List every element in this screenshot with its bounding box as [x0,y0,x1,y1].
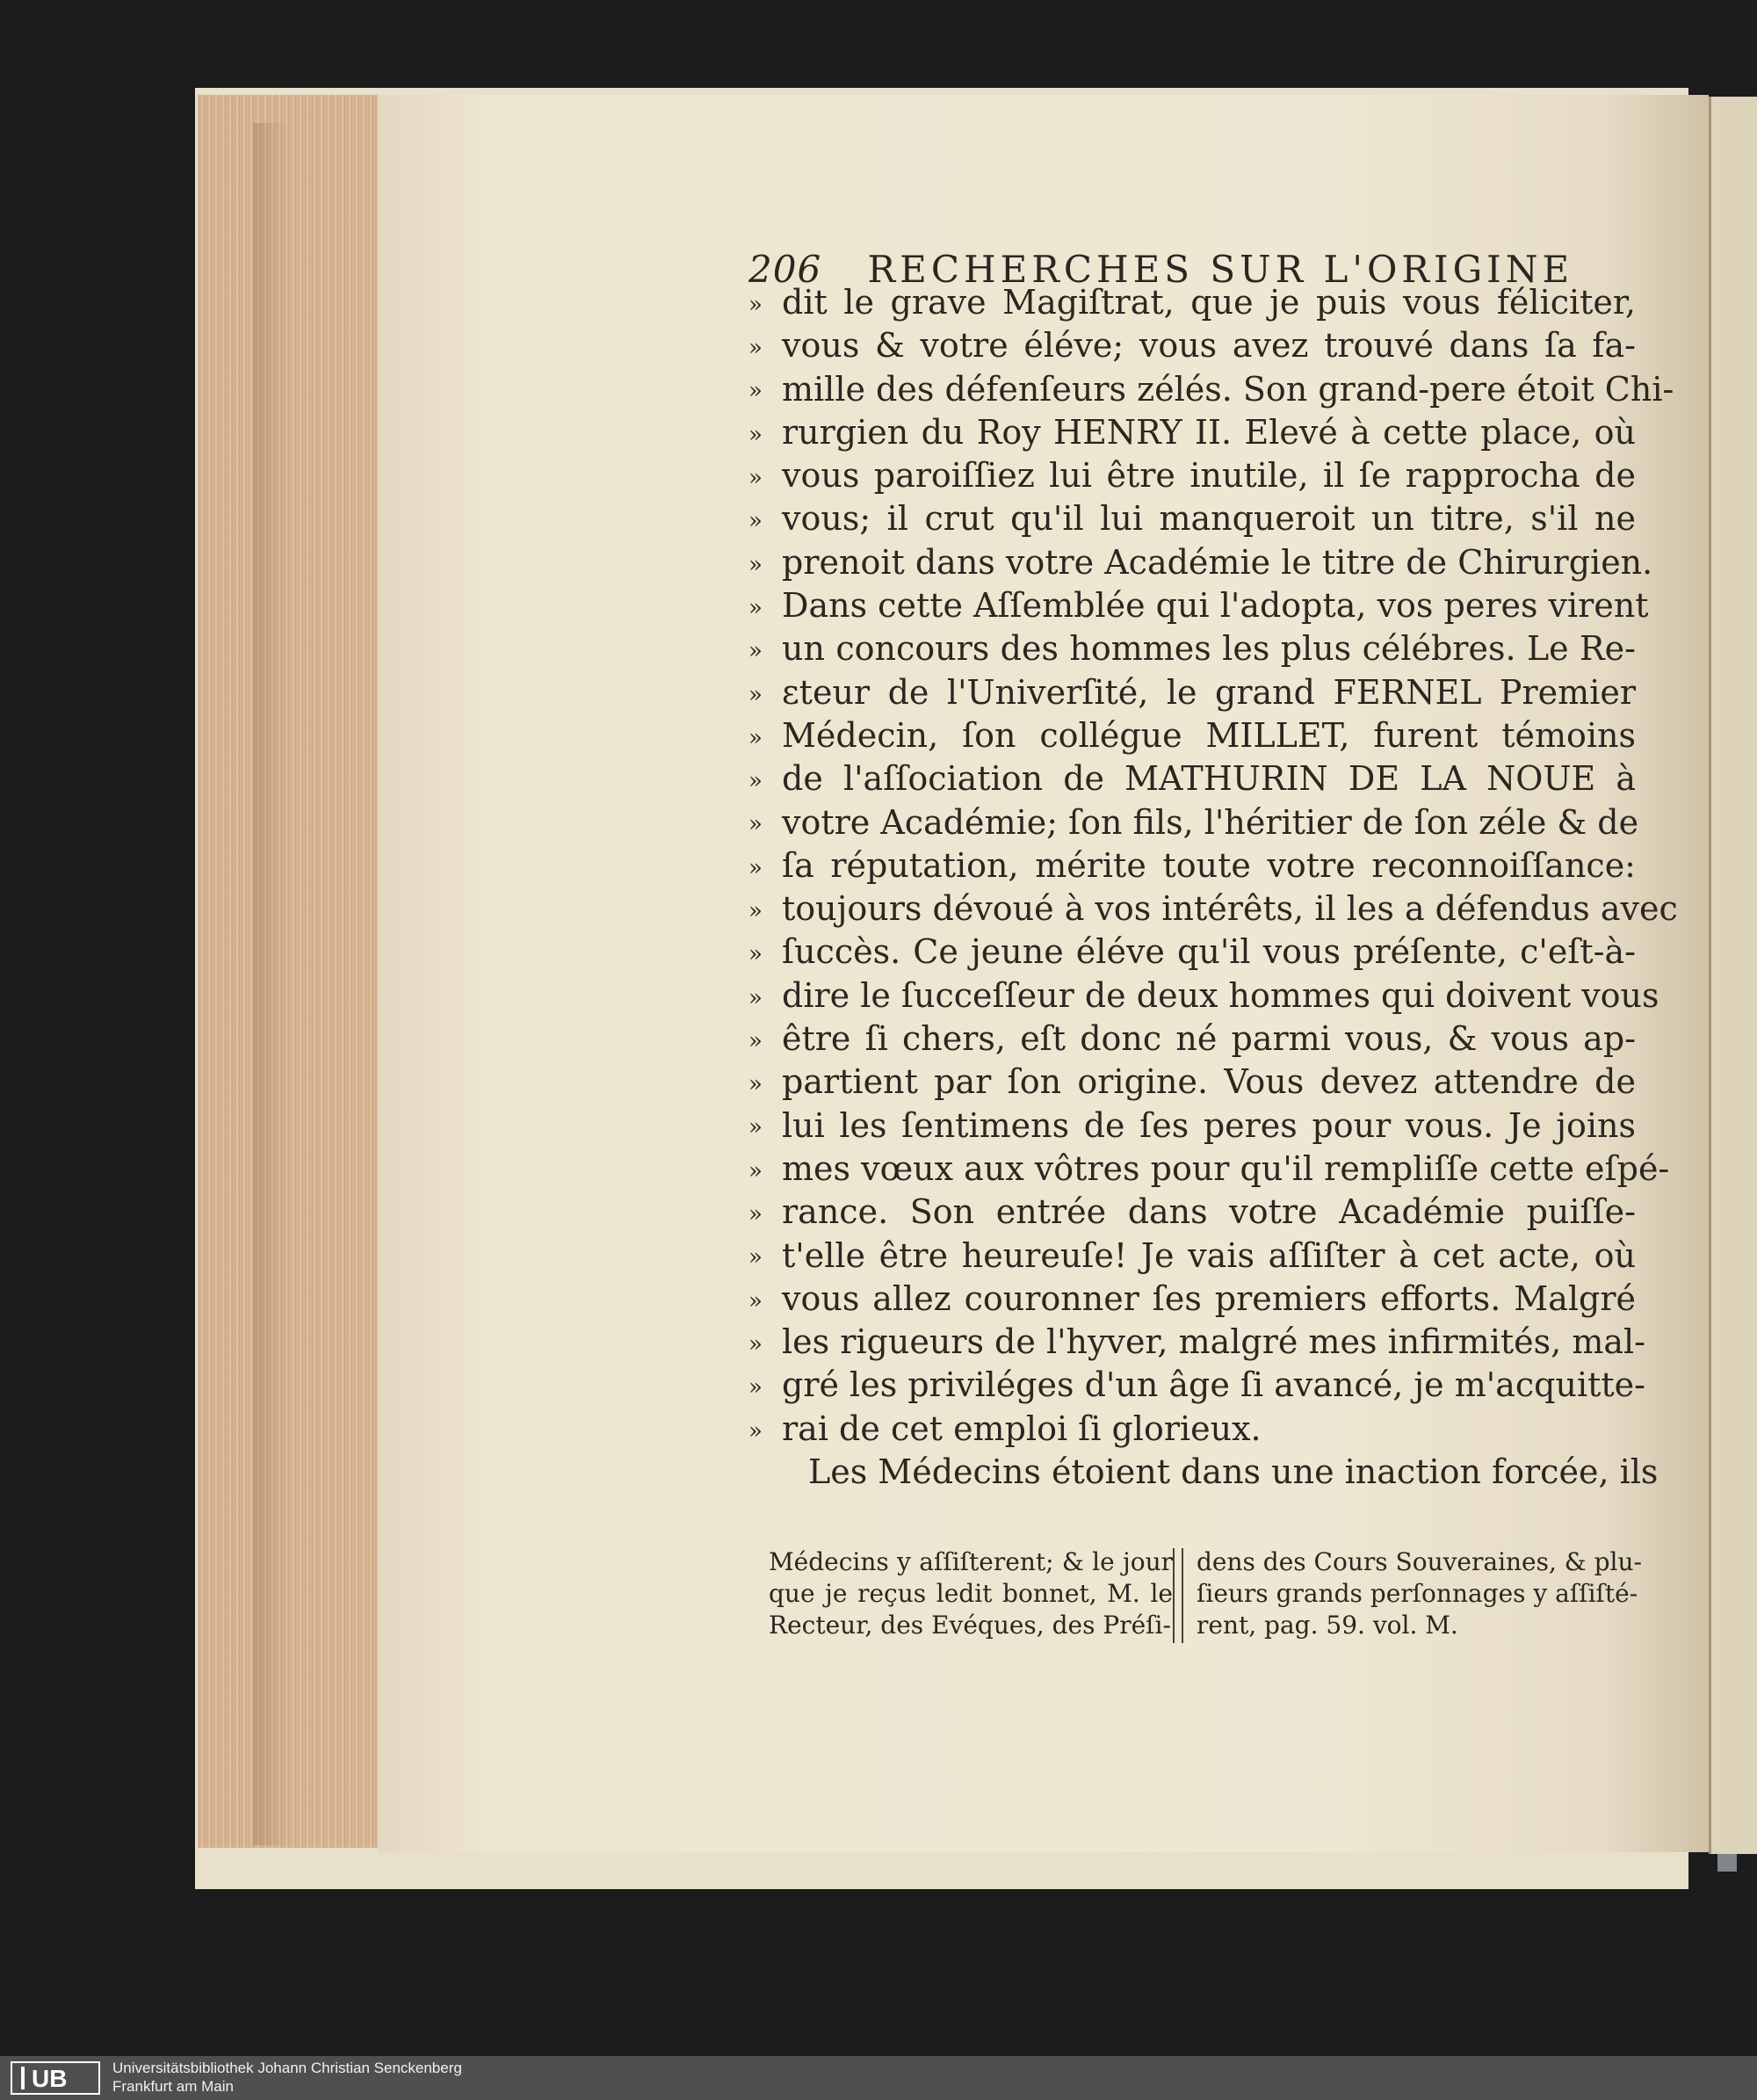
text-line [748,368,1674,411]
line-text: ɛteur de l'Univerſité, le grand FERNEL Premier [782,672,1636,712]
line-text: Médecin, ſon collégue MILLET, furent témoins [782,715,1636,755]
text-line [748,1235,1636,1278]
footnote-line: dens des Cours Souveraines, & plu- [1197,1547,1642,1576]
line-text: de l'aſſociation de MATHURIN DE LA NOUE à [782,759,1636,799]
paragraph-line: Les Médecins étoient dans une inaction forcée, ils [808,1452,1659,1492]
quote-mark: » [748,1287,763,1314]
line-text: mes vœux aux vôtres pour qu'il rempliſſe cette eſpé- [782,1148,1670,1188]
page-fore-edge [198,95,380,1848]
quote-mark: » [748,508,763,535]
line-text: mille des défenſeurs zélés. Son grand-pere étoit Chi- [782,369,1674,409]
line-text: prenoit dans votre Académie le titre de Chirurgien. [782,542,1653,582]
quote-mark: » [748,898,763,924]
quote-mark: » [748,681,763,708]
line-text: Dans cette Aſſemblée qui l'adopta, vos peres virent [782,586,1649,626]
text-line [748,844,1636,887]
text-line [748,887,1678,931]
quote-mark: » [748,1330,763,1358]
text-line [748,1278,1636,1321]
quote-mark: » [748,724,763,751]
line-text: vous allez couronner ſes premiers efforts. Malgré [782,1278,1636,1318]
line-text: être ſi chers, eſt donc né parmi vous, & vous ap- [782,1019,1636,1059]
quote-mark: » [748,594,763,621]
logo-bar [21,2067,25,2089]
quote-mark: » [748,1027,763,1054]
text-line [748,671,1636,714]
quote-mark: » [748,1114,763,1141]
line-text: vous & votre éléve; vous avez trouvé dans ſa fa- [782,326,1636,366]
text-line [748,1017,1636,1061]
line-text: toujours dévoué à vos intérêts, il les a défendus avec [782,889,1678,929]
line-text: t'elle être heureuſe! Je vais aſſiſter à cet acte, où [782,1235,1636,1275]
footnote-line: rent, pag. 59. vol. M. [1197,1611,1458,1640]
fore-edge-shadow [253,123,288,1845]
quote-mark: » [748,768,763,795]
text-line [748,584,1649,627]
quote-mark: » [748,1157,763,1184]
line-text: les rigueurs de l'hyver, malgré mes infirmités, mal- [782,1322,1646,1362]
line-text: gré les priviléges d'un âge ſi avancé, je m'acquitte- [782,1365,1645,1405]
quote-mark: » [748,551,763,578]
text-line [748,757,1636,800]
text-line [748,324,1636,367]
text-line [748,1364,1645,1407]
line-text: un concours des hommes les plus célébres. Le Re- [782,629,1636,669]
line-text: partient par ſon origine. Vous devez attendre de [782,1062,1636,1102]
quote-mark: » [748,984,763,1011]
running-head-title: RECHERCHES SUR L'ORIGINE [867,248,1574,291]
text-line [748,281,1636,324]
line-text: vous; il crut qu'il lui manqueroit un titre, s'il ne [782,499,1636,539]
library-footer-bar [0,2056,1757,2100]
text-line [748,1104,1636,1148]
footer-city: Frankfurt am Main [112,2078,234,2095]
footer-institution: Universitätsbibliothek Johann Christian Senckenberg [112,2060,462,2076]
quote-mark: » [748,1071,763,1098]
text-line [748,801,1639,844]
line-text: vous paroiſſiez lui être inutile, il ſe rapprocha de [782,456,1636,496]
footnote-line: que je reçus ledit bonnet, M. le [769,1579,1173,1608]
logo-text: UB [32,2065,68,2092]
quote-mark: » [748,1244,763,1271]
text-line [748,541,1653,584]
quote-mark: » [748,335,763,362]
quote-mark: » [748,854,763,881]
quote-mark: » [748,421,763,448]
page-number: 206 [748,248,822,291]
line-text: rance. Son entrée dans votre Académie puiſſe- [782,1192,1636,1232]
text-line [748,627,1636,670]
footnote-right-column [1197,1546,1642,1641]
text-line [748,1191,1636,1234]
text-line [748,1061,1636,1104]
footnote-left-column [769,1546,1173,1641]
line-text: ſuccès. Ce jeune éléve qu'il vous préſente, c'eſt-à- [782,932,1636,972]
text-line [748,931,1636,974]
text-line [748,454,1636,497]
text-line [748,974,1659,1017]
quote-mark: » [748,1201,763,1228]
footnote-line: ſieurs grands perſonnages y aſſiſté- [1197,1579,1638,1608]
footnote-line: Médecins y aſſiſterent; & le jour [769,1547,1173,1576]
quote-mark: » [748,378,763,405]
body-text [748,281,1678,1494]
quote-mark: » [748,1417,763,1445]
footnote-line: Recteur, des Evéques, des Préſi- [769,1611,1171,1640]
line-text: votre Académie; ſon fils, l'héritier de ſon zéle & de [782,802,1639,842]
line-text: lui les ſentimens de ſes peres pour vous. Je joins [782,1105,1636,1145]
line-text: dire le ſucceſſeur de deux hommes qui doivent vous [782,975,1659,1015]
quote-mark: » [748,638,763,665]
text-line [748,411,1636,454]
quote-mark: » [748,291,763,318]
quote-mark: » [748,1374,763,1401]
ub-logo[interactable] [11,2061,100,2095]
quote-mark: » [748,811,763,838]
adjacent-page-edge [1709,97,1757,1854]
text-line [748,1321,1646,1364]
quote-mark: » [748,465,763,492]
text-line [748,1408,1636,1451]
line-text: dit le grave Magiſtrat, que je puis vous féliciter, [782,283,1636,322]
line-text: rai de cet emploi ſi glorieux. [782,1408,1262,1448]
text-line [748,714,1636,757]
text-line [748,497,1636,540]
line-text: rurgien du Roy HENRY II. Elevé à cette place, où [782,412,1636,452]
text-line [748,1148,1670,1191]
line-text: ſa réputation, mérite toute votre reconnoiſſance: [782,845,1636,885]
footnote-column-divider [1173,1548,1183,1643]
quote-mark: » [748,941,763,968]
